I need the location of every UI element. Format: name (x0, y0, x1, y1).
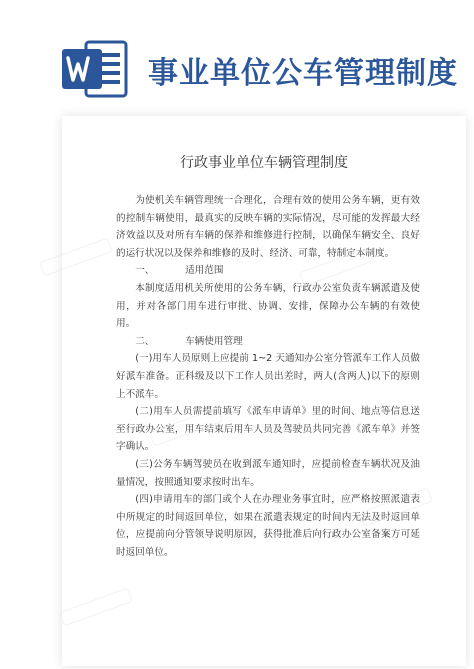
document-body (116, 192, 420, 561)
section-heading-text: 适用范围 (185, 265, 224, 277)
section-heading (116, 262, 420, 280)
document-title: 行政事业单位车辆管理制度 (180, 155, 348, 171)
section-number: 二、 (135, 335, 155, 347)
body-paragraph: (三)公务车辆驾驶员在收到派车通知时，应提前检查车辆状况及油量情况，按照通知要求按时出车。 (116, 458, 420, 488)
section-heading (116, 333, 420, 351)
body-paragraph: (一)用车人员原则上应提前 1~2 天通知办公室分管派车工作人员做好派车准备。正科级及以下工作人员出差时，两人(含两人)以下的原则上不派车。 (116, 353, 420, 400)
document-page (62, 116, 466, 666)
banner-title: 事业单位公车管理制度 (148, 56, 458, 91)
body-paragraph: (二)用车人员需提前填写《派车申请单》里的时间、地点等信息送至行政办公室，用车结束后用车人员及驾驶员共同完善《派车单》并签字确认。 (116, 406, 420, 453)
body-paragraph: (四)申请用车的部门或个人在办理业务事宜时，应严格按照派遣表中所规定的时间返回单位，如果在派遣表规定的时间内无法及时返回单位，应提前向分管领导说明原因，获得批准后向行政办公室备案方可延时返回单位。 (116, 494, 420, 558)
section-number: 一、 (135, 265, 155, 277)
body-paragraph: 为使机关车辆管理统一合理化，合理有效的使用公务车辆，更有效的控制车辆使用，最真实的反映车辆的实际情况，尽可能的发挥最大经济效益以及对所有车辆的保养和维修进行控制，以确保车辆安全、良好的运行状况以及保养和维修的及时、经济、可靠，特制定本制度。 (116, 195, 420, 259)
section-heading-text: 车辆使用管理 (185, 335, 243, 347)
header-banner (0, 0, 474, 112)
word-document-icon (60, 40, 130, 98)
body-paragraph: 本制度适用机关所使用的公务车辆，行政办公室负责车辆派遣及使用，并对各部门用车进行审批、协调、安排，保障办公车辆的有效使用。 (116, 282, 420, 330)
